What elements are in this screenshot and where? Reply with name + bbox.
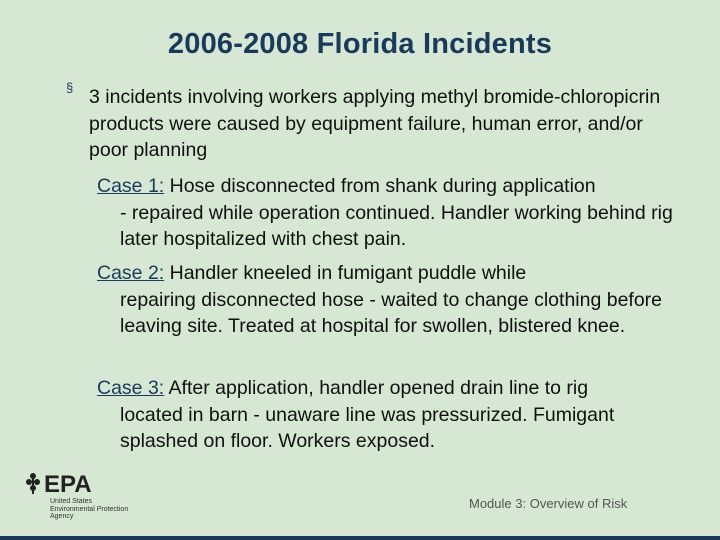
- case-2: [97, 260, 697, 340]
- case-1-text: - repaired while operation continued. Handler working behind rig later hospitalized with chest pain.: [120, 201, 673, 250]
- case-3: [97, 375, 697, 455]
- epa-logo: [24, 470, 154, 520]
- case-3-text: located in barn - unaware line was pressurized. Fumigant splashed on floor. Workers exposed.: [120, 403, 615, 452]
- case-3-first-line: After application, handler opened drain line to rig: [168, 377, 589, 399]
- case-1-first-line: Hose disconnected from shank during application: [169, 175, 596, 197]
- epa-line-3: Agency: [50, 513, 74, 520]
- slide-title: 2006-2008 Florida Incidents: [167, 28, 553, 60]
- case-1-label: Case 1:: [97, 175, 165, 197]
- epa-logo-icon: [24, 470, 154, 498]
- epa-line-2: Environmental Protection: [50, 505, 129, 513]
- case-2-label: Case 2:: [97, 262, 165, 284]
- epa-wordmark: EPA: [44, 471, 92, 498]
- bullet-marker-icon: §: [66, 80, 74, 95]
- footer-module: Module 3: Overview of Risk: [469, 496, 628, 511]
- case-3-label: Case 3:: [97, 377, 165, 399]
- bottom-bar: [0, 536, 720, 540]
- case-2-text: repairing disconnected hose - waited to change clothing before leaving site. Treated at hospital for swollen, blistered knee.: [120, 288, 663, 337]
- epa-line-1: United States: [50, 498, 93, 505]
- bullet-text: 3 incidents involving workers applying methyl bromide-chloropicrin products were caused by equipment failure, human error, and/or poor planning: [89, 86, 661, 161]
- epa-agency-text: [50, 498, 170, 521]
- case-1: [97, 173, 697, 253]
- case-2-first-line: Handler kneeled in fumigant puddle while: [169, 262, 527, 284]
